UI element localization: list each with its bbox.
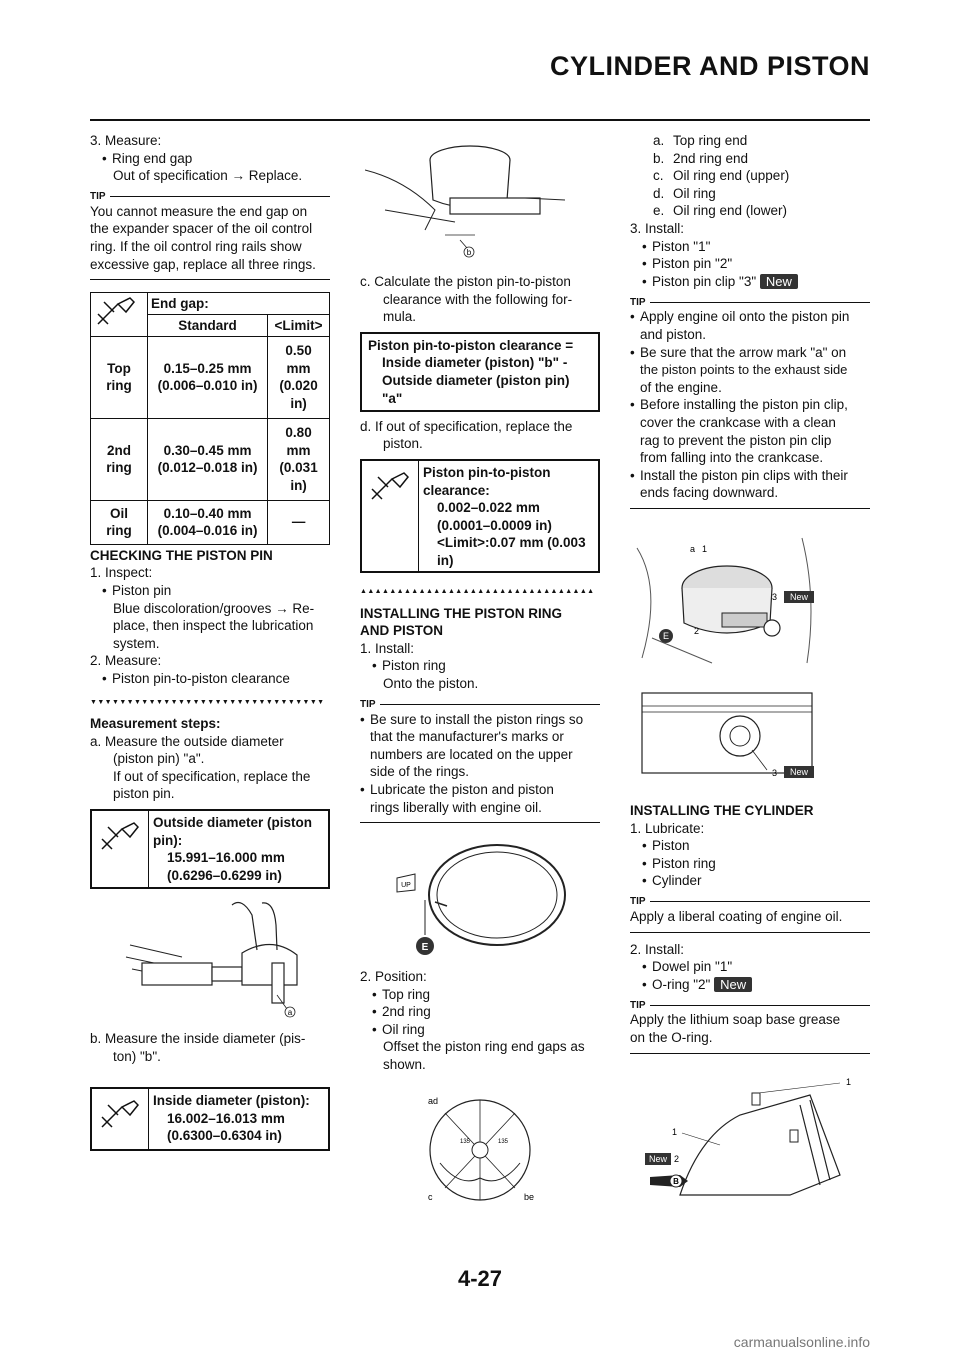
- table-row: 2nd ring 0.30–0.45 mm (0.012–0.018 in) 0.80 mm (0.031 in): [91, 418, 330, 500]
- step-3-install: 3. Install:: [630, 220, 685, 236]
- measurement-steps-heading: Measurement steps:: [90, 716, 221, 732]
- item-piston-ring: • Piston ring: [630, 855, 870, 873]
- tip-end-rule: [630, 932, 870, 933]
- table-row: Top ring 0.15–0.25 mm (0.006–0.010 in) 0.50 mm (0.020 in): [91, 336, 330, 418]
- piston-install-figure: [632, 528, 822, 668]
- wrench-icon: [92, 811, 149, 887]
- ring-gap-figure: [420, 1088, 560, 1208]
- tip-label: TIP: [630, 896, 870, 908]
- page-title: CYLINDER AND PISTON: [549, 51, 870, 81]
- wrench-icon: [92, 1089, 149, 1149]
- tip-list: • Be sure to install the piston rings so that the manufacturer's marks or numbers are located on the upper side of the rings. • Lubricate the piston and piston rings liberally with engine oil.: [360, 711, 600, 817]
- triangle-divider-down: ▼▼▼▼▼▼▼▼▼▼▼▼▼▼▼▼▼▼▼▼▼▼▼▼▼▼▼▼▼▼▼▼: [90, 698, 325, 706]
- clearance-box: Piston pin-to-piston clearance: 0.002–0.022 mm (0.0001–0.0009 in) <Limit>:0.07 mm (0.003 in): [360, 459, 600, 573]
- outside-diameter-box: Outside diameter (piston pin): 15.991–16.000 mm (0.6296–0.6299 in): [90, 809, 330, 889]
- label-3: 3: [772, 768, 778, 778]
- end-gap-table: [90, 292, 330, 545]
- step-c-text: c. Calculate the piston pin-to-piston clearance with the following for- mula.: [360, 274, 573, 325]
- tip-list: • Apply engine oil onto the piston pin and piston. • Be sure that the arrow mark "a" on the piston points to the exhaust side of the engine. • Before installing the piston pin clip, cover the crankcase with a clean rag to prevent the piston pin clip from falling into the crankcase. • Install the piston pin clips with their ends facing downward.: [630, 308, 870, 502]
- tip-text: You cannot measure the end gap on the expander spacer of the oil control ring. If the oil control ring rails show excessive gap, replace all three rings.: [90, 203, 316, 272]
- item-piston-pin-clip: • Piston pin clip "3" New: [630, 273, 870, 291]
- step-1-install: 1. Install:: [360, 640, 415, 656]
- step-a-text: a. Measure the outside diameter (piston pin) "a". If out of specification, replace the piston pin.: [90, 733, 311, 802]
- tip-label: TIP: [630, 296, 870, 308]
- item-piston-ring: • Piston ring: [360, 657, 600, 675]
- new-badge: New: [714, 977, 752, 992]
- section-heading-piston-pin: CHECKING THE PISTON PIN: [90, 547, 273, 563]
- step-2-position: 2. Position:: [360, 969, 427, 984]
- label-3: 3: [772, 592, 778, 602]
- step-1-lubricate: 1. Lubricate:: [630, 820, 705, 836]
- label-e: E: [421, 942, 429, 953]
- tip-text-2: on the O-ring.: [630, 1029, 713, 1045]
- column-3: [630, 132, 870, 517]
- label-ad: ad: [428, 1096, 439, 1106]
- header-rule: [90, 119, 870, 121]
- offset-text-1: Offset the piston ring end gaps as: [383, 1039, 585, 1055]
- watermark: carmanualsonline.info: [733, 1334, 870, 1350]
- column-1-lower: [90, 1030, 330, 1151]
- item-dowel-pin: • Dowel pin "1": [630, 958, 870, 976]
- offset-text-2: shown.: [383, 1056, 426, 1072]
- col-standard: Standard: [148, 314, 268, 336]
- label-a: a: [287, 1008, 293, 1017]
- item-piston-pin: • Piston pin "2": [630, 255, 870, 273]
- item-piston: • Piston "1": [630, 238, 870, 256]
- end-gap-title: End gap:: [148, 293, 330, 315]
- step-3-measure: 3. Measure:: [90, 133, 162, 148]
- item-oil-ring: • Oil ring: [360, 1021, 600, 1039]
- tip-end-rule: [630, 1053, 870, 1054]
- new-badge: New: [789, 592, 809, 602]
- piston-side-figure: [632, 688, 822, 784]
- tip-label: TIP: [360, 699, 600, 711]
- label-2: 2: [694, 626, 700, 636]
- item-2nd-ring: • 2nd ring: [360, 1003, 600, 1021]
- piston-ring-figure: [385, 840, 575, 960]
- tip-text: Apply a liberal coating of engine oil.: [630, 908, 843, 924]
- label-b: B: [673, 1177, 679, 1186]
- wrench-icon: [362, 461, 419, 571]
- tip-end-rule: [360, 822, 600, 823]
- step-2-install: 2. Install:: [630, 941, 685, 957]
- label-e: E: [662, 631, 670, 641]
- label-c: c: [428, 1192, 433, 1202]
- column-3-lower: [630, 802, 870, 1062]
- step-d-text: d. If out of specification, replace the piston.: [360, 418, 573, 452]
- label-2: 2: [674, 1154, 680, 1164]
- item-ring-end-gap: • Ring end gap: [90, 150, 330, 168]
- item-piston: • Piston: [630, 837, 870, 855]
- triangle-divider-up: ▲▲▲▲▲▲▲▲▲▲▲▲▲▲▲▲▲▲▲▲▲▲▲▲▲▲▲▲▲▲▲▲: [360, 587, 595, 595]
- caliper-figure: [365, 140, 565, 265]
- onto-piston: Onto the piston.: [383, 675, 479, 691]
- gap-legend: a. Top ring end b. 2nd ring end c. Oil ring end (upper) d. Oil ring e. Oil ring end (lower): [653, 133, 790, 219]
- discoloration-text: Blue discoloration/grooves → Re- place, then inspect the lubrication system.: [113, 600, 315, 651]
- item-top-ring: • Top ring: [360, 986, 600, 1004]
- formula-box: Piston pin-to-piston clearance = Inside diameter (piston) "b" - Outside diameter (piston pin) "a": [360, 332, 600, 412]
- label-up: UP: [401, 882, 411, 889]
- tip-end-rule: [90, 279, 330, 280]
- label-1: 1: [702, 544, 708, 554]
- micrometer-figure: [112, 895, 312, 1020]
- section-heading-cylinder: INSTALLING THE CYLINDER: [630, 803, 814, 818]
- item-pin-clearance: • Piston pin-to-piston clearance: [90, 670, 330, 688]
- tip-label: TIP: [630, 999, 870, 1011]
- tip-end-rule: [630, 508, 870, 509]
- cylinder-base-figure: [640, 1075, 860, 1200]
- angle-label: 135: [498, 1139, 509, 1145]
- item-cylinder: • Cylinder: [630, 872, 870, 890]
- item-piston-pin: • Piston pin: [90, 582, 330, 600]
- tip-text-1: Apply the lithium soap base grease: [630, 1012, 841, 1028]
- section-heading-ring-piston: INSTALLING THE PISTON RING AND PISTON: [360, 605, 563, 639]
- label-b: b: [466, 248, 472, 257]
- label-1: 1: [846, 1077, 852, 1087]
- new-badge: New: [760, 274, 798, 289]
- new-badge: New: [648, 1154, 668, 1164]
- step-1-inspect: 1. Inspect:: [90, 565, 153, 581]
- tip-label: TIP: [90, 191, 330, 203]
- label-a: a: [690, 544, 696, 554]
- inside-diameter-box: Inside diameter (piston): 16.002–16.013 mm (0.6300–0.6304 in): [90, 1087, 330, 1151]
- column-2: [360, 273, 600, 831]
- item-o-ring: • O-ring "2" New: [630, 976, 870, 994]
- column-1: [90, 132, 330, 889]
- step-b-text: b. Measure the inside diameter (pis- ton) "b".: [90, 1031, 306, 1064]
- label-be: be: [524, 1192, 535, 1202]
- table-row: Oil ring 0.10–0.40 mm (0.004–0.016 in) —: [91, 500, 330, 544]
- angle-label: 135: [460, 1139, 471, 1145]
- column-2-lower: [360, 968, 600, 1074]
- step-2-measure: 2. Measure:: [90, 653, 162, 669]
- out-of-spec: Out of specification → Replace.: [113, 168, 303, 184]
- new-badge: New: [789, 767, 809, 777]
- col-limit: <Limit>: [268, 314, 330, 336]
- label-1: 1: [672, 1127, 678, 1137]
- page-number: 4-27: [457, 1266, 503, 1291]
- wrench-icon: [91, 293, 148, 337]
